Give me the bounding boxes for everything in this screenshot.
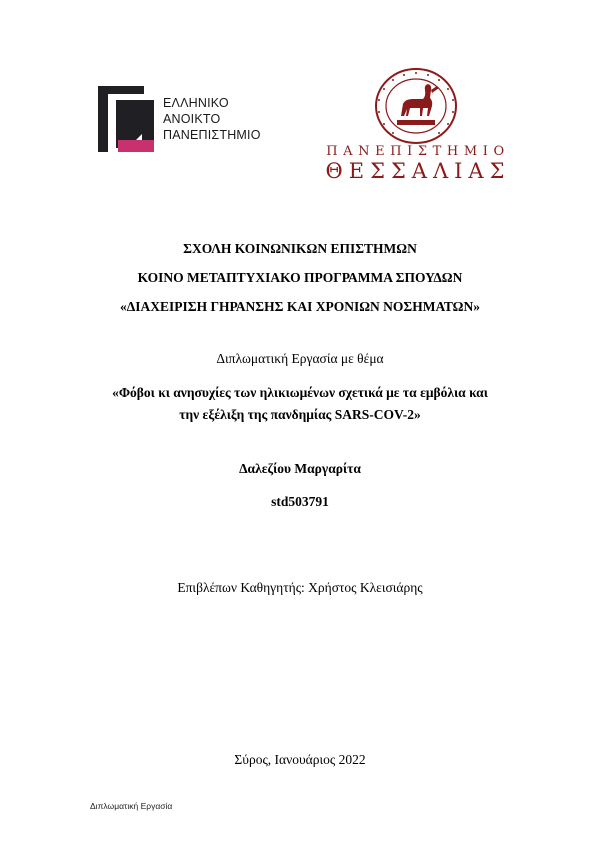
thesis-label: Διπλωματική Εργασία με θέμα	[216, 351, 384, 366]
author-name: Δαλεζίου Μαργαρίτα	[239, 461, 361, 476]
program-name: ΚΟΙΝΟ ΜΕΤΑΠΤΥΧΙΑΚΟ ΠΡΟΓΡΑΜΜΑ ΣΠΟΥΔΩΝ	[137, 270, 463, 285]
page-footer: Διπλωματική Εργασία	[90, 801, 173, 811]
uth-name-line-2: ΘΕΣΣΑΛΙΑΣ	[325, 159, 511, 183]
thesis-title-line-1: «Φόβοι κι ανησυχίες των ηλικιωμένων σχετικά με τα εμβόλια και	[112, 385, 488, 400]
supervisor: Επιβλέπων Καθηγητής: Χρήστος Κλεισιάρης	[177, 580, 423, 595]
place-date: Σύρος, Ιανουάριος 2022	[234, 752, 366, 767]
eap-logo-text	[163, 95, 261, 143]
school-name: ΣΧΟΛΗ ΚΟΙΝΩΝΙΚΩΝ ΕΠΙΣΤΗΜΩΝ	[183, 241, 417, 256]
eap-logo-line-3: ΠΑΝΕΠΙΣΤΗΜΙΟ	[163, 128, 261, 142]
uth-name-line-1: ΠΑΝΕΠΙΣΤΗΜΙΟ	[326, 144, 510, 159]
student-id: std503791	[271, 494, 329, 509]
specialty-name: «ΔΙΑΧΕΙΡΙΣΗ ΓΗΡΑΝΣΗΣ ΚΑΙ ΧΡΟΝΙΩΝ ΝΟΣΗΜΑΤΩΝ»	[120, 299, 480, 314]
thesis-title-line-2: την εξέλιξη της πανδημίας SARS-COV-2»	[179, 407, 421, 422]
eap-logo-line-2: ΑΝΟΙΚΤΟ	[163, 112, 221, 126]
uth-logo	[322, 68, 514, 183]
eap-logo-mark-icon	[98, 86, 158, 152]
centaur-seal-icon	[373, 68, 459, 146]
eap-logo	[98, 86, 278, 152]
eap-logo-line-1: ΕΛΛΗΝΙΚΟ	[163, 96, 229, 110]
